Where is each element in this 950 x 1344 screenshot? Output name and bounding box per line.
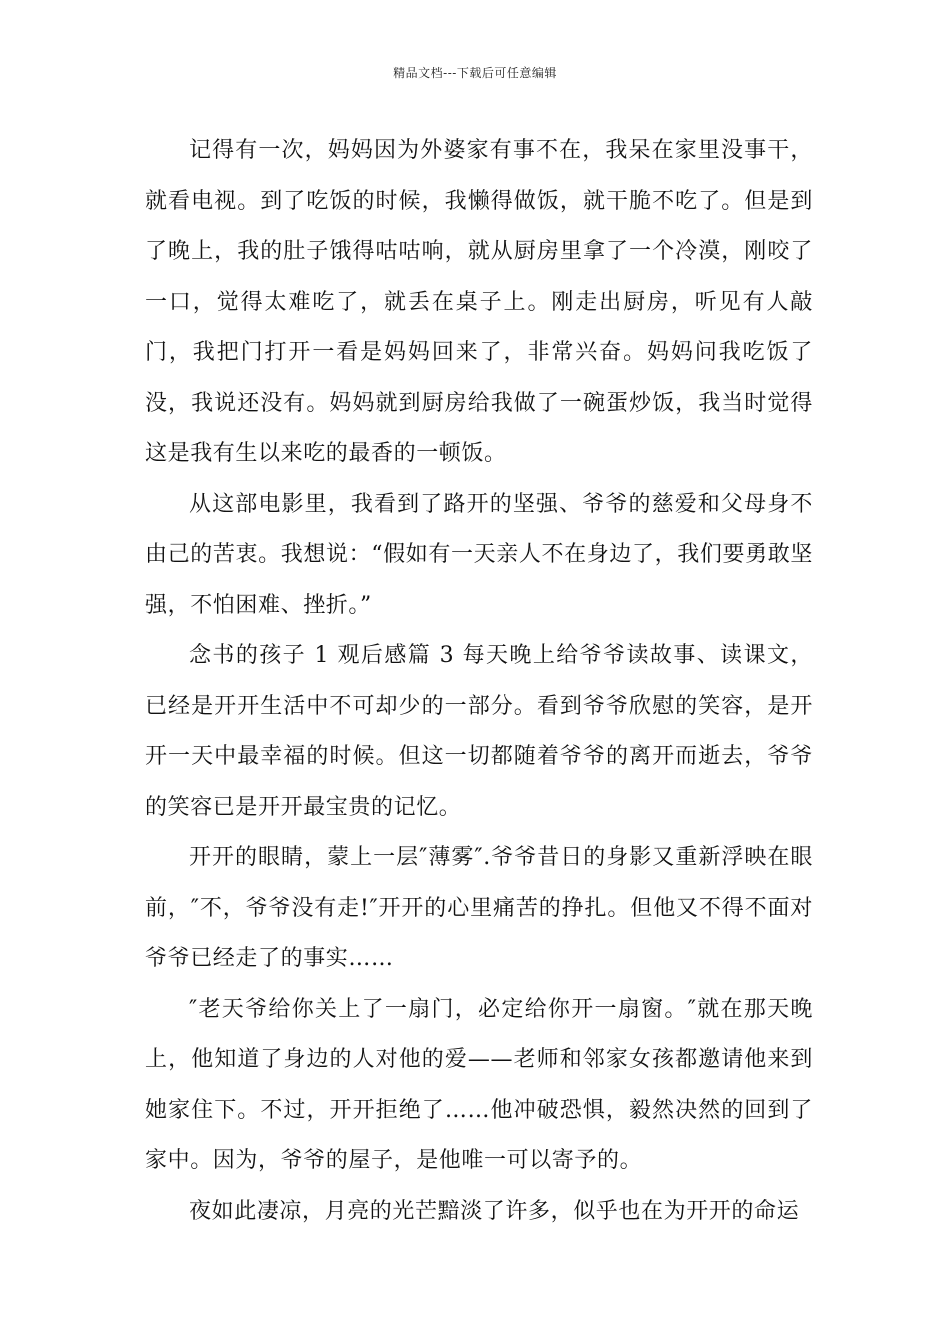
page-header: 精品文档---下载后可任意编辑 xyxy=(393,66,557,80)
paragraph: 记得有一次，妈妈因为外婆家有事不在，我呆在家里没事干，就看电视。到了吃饭的时候，我懒得做饭，就干脆不吃了。但是到了晚上，我的肚子饿得咕咕响，就从厨房里拿了一个冷漠，刚咬了一口，觉得太难吃了，就丢在桌子上。刚走出厨房，听见有人敲门，我把门打开一看是妈妈回来了，非常兴奋。妈妈问我吃饭了没，我说还没有。妈妈就到厨房给我做了一碗蛋炒饭，我当时觉得这是我有生以来吃的最香的一顿饭。 xyxy=(145,138,813,466)
paragraph: 念书的孩子 1 观后感篇 3 每天晚上给爷爷读故事、读课文，已经是开开生活中不可却少的一部分。看到爷爷欣慰的笑容，是开开一天中最幸福的时候。但这一切都随着爷爷的离开而逝去，爷爷的笑容已是开开最宝贵的记忆。 xyxy=(145,643,813,820)
paragraph: 夜如此凄凉，月亮的光芒黯淡了许多，似乎也在为开开的命运 xyxy=(189,1198,800,1224)
paragraph: 开开的眼睛，蒙上一层″薄雾″.爷爷昔日的身影又重新浮映在眼前，″不，爷爷没有走!″开开的心里痛苦的挣扎。但他又不得不面对爷爷已经走了的事实…… xyxy=(145,845,813,971)
paragraph: 从这部电影里，我看到了路开的坚强、爷爷的慈爱和父母身不由己的苦衷。我想说：“假如有一天亲人不在身边了，我们要勇敢坚强，不怕困难、挫折。” xyxy=(145,491,813,618)
document-body xyxy=(145,126,813,1237)
paragraph: ″老天爷给你关上了一扇门，必定给你开一扇窗。″就在那天晚上，他知道了身边的人对他的爱——老师和邻家女孩都邀请他来到她家住下。不过，开开拒绝了……他冲破恐惧，毅然决然的回到了家中。因为，爷爷的屋子，是他唯一可以寄予的。 xyxy=(145,996,813,1173)
